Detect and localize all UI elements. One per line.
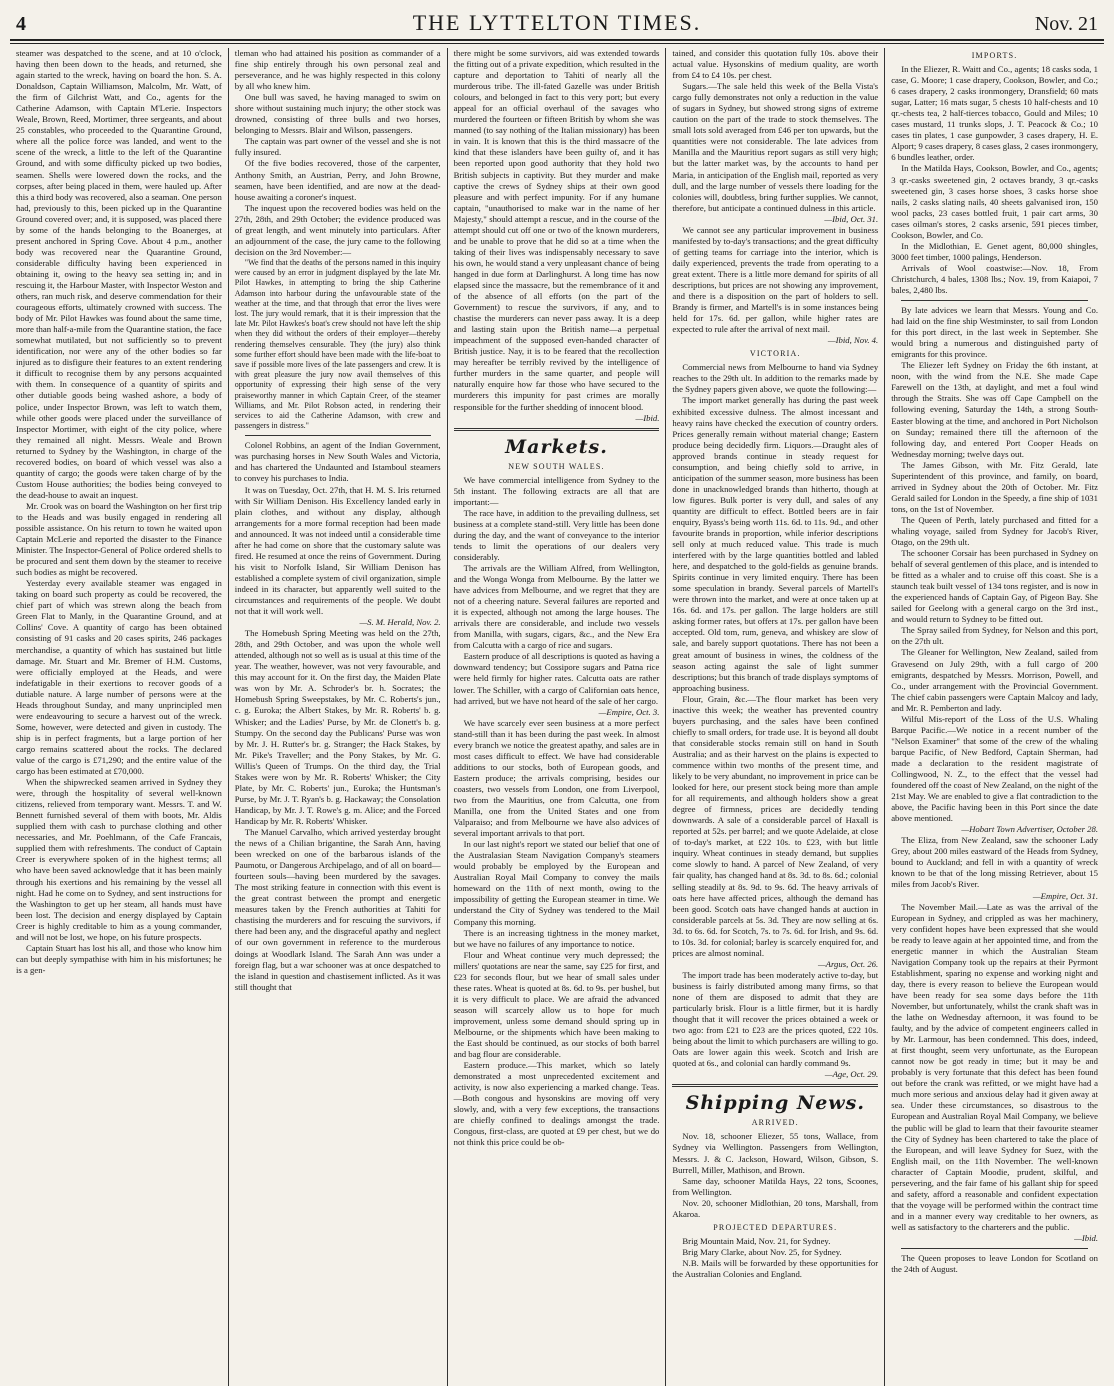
column-2: [229, 48, 448, 1386]
article-paragraph: We cannot see any particular improvement in business manifested by to-day's transactions; and the great difficulty of getting teams for carriage into the interior, which is daily experienced, prevents the trade from operating to a great extent. There is a little more demand for spirits of all descriptions, but prices are not showing any improvement, and there is a disposition on the part of holders to sell. Brandy is firmer, and Martell's is in some instances being held for 17s. 6d. per gallon, while higher rates are expected to rule after the arrival of next mail.: [672, 224, 879, 335]
source-credit: —Ibid, Oct. 31.: [824, 213, 879, 224]
article-paragraph: Captain Stuart has lost his all, and those who know him can but deeply sympathise with him in his misfortunes; he is a gen-: [16, 942, 222, 975]
article-paragraph: The Queen of Perth, lately purchased and fitted for a whaling voyage, sailed from Sydney for Jacob's River, Otago, on the 29th ult.: [891, 514, 1098, 548]
source-credit: —Age, Oct. 29.: [824, 1069, 879, 1080]
article-paragraph: Mr. Crook was on board the Washington on her first trip to the Heads and was busily engaged in rendering all possible assistance. On his return to town he waited upon Captain McLerie and reported the disaster to the Finance Minister. The Inspector-General of Police ordered shells to be procured and sent them down by the steamer to receive such bodies as might be recovered.: [16, 500, 222, 578]
article-paragraph: The Manuel Carvalho, which arrived yesterday brought the news of a Chilian brigantine, the Sarah Ann, having been wrecked on one of the barbarous islands of the Paumotu, or Dangerous Archipelago, and of all on board—fourteen souls—having been murdered by the savages. The most striking feature in connection with this event is the great contrast between the prompt and energetic measures taken by the French authorities at Tahiti for chastising the murderers and for rescuing the survivors, if there had been any, and the disgraceful apathy and neglect of our own government in reference to the murderous doings at Woodlark Island. The Sarah Ann was under a foreign flag, but a war schooner was at once despatched to the island in question and chastisement inflicted. As it was still thought that: [234, 826, 441, 992]
imports-entry: Arrivals of Wool coastwise:—Nov. 18, From Christchurch, 4 bales, 1308 lbs.; Nov. 19, from Kaiapoi, 7 bales, 2,480 lbs.: [891, 262, 1098, 295]
article-paragraph: steamer was despatched to the scene, and at 10 o'clock, having then been down to the heads, and returned, she again started to the wreck, having on board the hon. S. A. Donaldson, Captain Williamson, Malcolm, Mr. Watt, of the firm of Gilchrist Watt, and Co., agents for the Catherine Adamson, with Captain M'Lerie. Inspectors Weale, Brown, Reed, Mortimer, three sergeants, and about 25 constables, who proceeded to the Quarantine Ground, where all the police force was landed, and went to the scene of the wreck, a little to the left of the Quarantine Ground, and with some difficulty picked up two bodies, seamen. Shells were lowered down the rocks, and the corpses, after being placed in them, were hauled up. After this a third body was recovered, also a seaman. One person had, previously to this, been picked up in the Quarantine Ground covered over; and, it is supposed, was placed there by some of the hands belonging to the Boanerges, at present anchored in Spring Cove. About 4 p.m., another body was recovered near the Quarantine Ground, considerable difficulty having been experienced in obtaining it, owing to the heavy sea setting in; and in rescuing it, the Harbour Master, with Inspector Weston and others, ran much risk, and deserve commendation for their courageous efforts, ultimately crowned with success. The body of Mr. Pilot Hawkes was found about the same time, more than half-a-mile from the Quarantine station, the face somewhat mutilated, but not sufficiently so to prevent identification, nor were any of the other bodies so far injured as to disfigure their features to an extent rendering it difficult to recognise them by any persons acquainted with them. In consequence of a quantity of spirits and other dutiable goods being washed ashore, a body of police, under Inspector Brown, was left to watch them, while other goods were placed under the surveillance of Inspector Mortimer, with eight of the city police, where they remained all night. Messrs. Weale and Brown returned to Sydney by the Washington, in charge of the recovered bodies, on board of which vessel was also a quantity of cargo; the goods were taken charge of by the Custom House authorities; the bodies being conveyed to the dead-house to await an inquest.: [16, 48, 222, 500]
article-paragraph: When the shipwrecked seamen arrived in Sydney they were, through the hospitality of several well-known citizens, relieved from temporary want. Messrs. T. and W. Bennett furnished several of them with boots, Mr. Aldis supplied them with cash to purchase clothing and other necessaries, and Mr. Poehlmann, of the Cafe Francais, supplied them with refreshments. The conduct of Captain Creer is everywhere spoken of in the highest terms; all who have been saved acknowledge that it has been mainly through his exertions and his remaining by the vessel all night. Had he come on to Sydney, and sent instructions for the Washington to get up her steam, all hands must have been lost. The decision and energy displayed by Captain Creer is highly creditable to him as a young commander, and will not be lost, we hope, on his future prospects.: [16, 777, 222, 942]
article-paragraph: We have commercial intelligence from Sydney to the 5th instant. The following extracts are all that are important:—: [453, 474, 660, 507]
article-paragraph: Wilful Mis-report of the Loss of the U.S. Whaling Barque Pacific.—We notice in a recent number of the "Nelson Examiner" that some of the crew of the whaling barque Pacific, of New Bedford, Captain Sherman, had made a declaration to the resident magistrate of Collingwood, N. Z., to the effect that the vessel had foundered off the coast of New Zealand, on the night of the 21st May. We are enabled to give a flat contradiction to the above, the Pacific having been in this Port since the date above mentioned.: [891, 713, 1098, 824]
shipping-entry: Nov. 18, schooner Eliezer, 55 tons, Wallace, from Sydney via Wellington. Passengers from Wellington, Messrs. J. & C. Jackson, Howard, Wilson, Gibson, S. Burrell, Miller, Mathison, and Brown.: [672, 1131, 879, 1175]
article-paragraph: tleman who had attained his position as commander of a fine ship entirely through his own personal zeal and perseverance, and he was highly respected in this colony by all who knew him.: [234, 48, 441, 92]
source-credit: —Empire, Oct. 31.: [1032, 890, 1098, 901]
article-paragraph: Flour, Grain, &c.—The flour market has been very inactive this week; the weather has prevented country buyers purchasing, and the sales have been confined chiefly to small orders, for trade use. It is beyond all doubt that considerable stocks remain still on hand in South Australia; and as their harvest on the plains is expected to commence within two months of the present time, and likely to be very abundant, no improvement in price can be looked for here, our present stock being more than ample for all requirements, and although holders show a great degree of firmness, prices are decidedly tending downwards. A sale of a considerable parcel of Haxall is reported at 52s. per barrel; and we quote Adelaide, at close of to-day's market, at £22 10s. to £23, with but little inquiry. Wheat continues in steady demand, but supplies come slowly to hand. A parcel of New Zealand, of very fair quality, has changed hand at 8s. 3d. to 8s. 6d.; colonial selling steadily at 8s. 9d. to 9s. 6d. The heavy arrivals of oats here have affected prices, although the demand has been good. Scotch oats have changed hands at auction in considerable parcels at 5s. 3d. They are now selling at 6s. 3d. to 6s. 6d. for Scotch, 7s. to 7s. 6d. for Irish, and 9s. 6d. to 10s. 3d. for colonial; barley is scarcely enquired for, and prices are almost nominal.: [672, 693, 879, 958]
article-paragraph: We have scarcely ever seen business at a more perfect stand-still than it has been during the past week. In almost every branch we notice the greatest apathy, and sales are in most cases difficult to effect. We have had considerable additions to our stocks, both of European goods, and Eastern produce; the arrivals comprising, besides our coasters, two vessels from London, one from Liverpool, two from the Mauritius, one from Calcutta, one from Manilla, one from the United States and one from Valparaiso; and from Melbourne we have also advices of several important arrivals to that port.: [453, 717, 660, 839]
shipping-entry: Brig Mary Clarke, about Nov. 25, for Sydney.: [682, 1246, 842, 1257]
article-paragraph: The Spray sailed from Sydney, for Nelson and this port, on the 27th ult.: [891, 625, 1098, 647]
article-paragraph: The Eliezer left Sydney on Friday the 6th instant, at noon, with the wind from the N.E. She made Cape Farewell on the 13th, at daylight, and met a foul wind through the Straits. She was off Cape Campbell on the following evening, Saturday the 14th, a strong South-Easter blowing at the time, and anchored in Port Nicholson on Sunday; remained there till the afternoon of the following day, and entered Port Cooper Heads on Wednesday morning; twelve days out.: [891, 360, 1098, 459]
imports-entry: In the Matilda Hays, Cookson, Bowler, and Co., agents; 3 qr.-casks sweetened gin, 2 octaves brandy, 3 qr.-casks sweetened gin, 3 cases horse shoes, 3 casks horse shoe nails, 2 casks slating nails, 40 sheets galvanised iron, 150 wool packs, 23 cases bottled fruit, 1 pair cart arms, 30 cases oilman's stores, 2 casks arsenic, 591 pieces timber, Cookson, Bowler, and Co.: [891, 163, 1098, 240]
shipping-entry: Same day, schooner Matilda Hays, 22 tons, Scoones, from Wellington.: [672, 1175, 879, 1197]
source-credit: —Ibid.: [635, 412, 660, 423]
article-paragraph: In our last night's report we stated our belief that one of the Australasian Steam Navigation Company's steamers would probably be employed by the European and Australian Royal Mail Company to convey the mails homeward on the 11th of next month, owing to the impossibility of getting the European steamer in time. We understand the City of Sydney was tendered to the Mail Company this morning.: [453, 839, 660, 927]
newspaper-title: THE LYTTELTON TIMES.: [412, 10, 702, 35]
masthead: [10, 6, 1104, 41]
article-paragraph: By late advices we learn that Messrs. Young and Co. had laid on the fine ship Westminster, to sail from London for this port direct, in the last week in September. She would bring a numerous and distinguished party of emigrants for this province.: [891, 305, 1098, 360]
section-divider: [672, 1084, 878, 1087]
article-paragraph: Commercial news from Melbourne to hand via Sydney reaches to the 29th ult. In addition to the remarks made by the Sydney papers given above, we quote the following:—: [672, 362, 879, 395]
article-paragraph: tained, and consider this quotation fully 10s. above their actual value. Hysonskins of medium quality, are worth from £4 to £4 10s. per chest.: [672, 48, 879, 81]
source-credit: —Argus, Oct. 26.: [817, 958, 879, 969]
article-paragraph: The import market generally has during the past week exhibited excessive dulness. The almost incessant and heavy rains have checked the execution of country orders. Prices generally remain without material change; Eastern produce being decidedly firm. Liquors.—Draught ales of approved brands continue in steady request for consumption, and being chiefly sold to arrive, in anticipation of the summer season, more business has been done in unacknowledged brands than hitherto, though at low figures. Bulk porter is very dull, and sales of any quantity are difficult to effect. Bottled beers are in fair enquiry, Byass's being worth 11s. 6d. to 11s. 9d., and other favourite brands in proportion, while inferior descriptions sell only at much reduced value. This trade is much interfered with by the large quantities bottled and labled here, and despatched to the gold-fields as genuine brands. Spirits continue in very limited enquiry. There has been some speculation in brandy. Several parcels of Martell's were thrown into the market, and were at once taken up at 16s. 6d. and 17s. per gallon. The large holders are still asking former rates, but offers at 17s. per gallon have been accepted. Old tom, rum, geneva, and whiskey are slow of sale, and barely support quotations. There has not been a great amount of business in wines, the coldness of the season acting against the sale of light summer descriptions; but this branch of trade displays symptoms of approaching business.: [672, 395, 879, 693]
article-paragraph: There is an increasing tightness in the money market, but we have no failures of any importance to notice.: [453, 927, 660, 949]
article-paragraph: Colonel Robbins, an agent of the Indian Government, was purchasing horses in New South Wales and Victoria, and has chartered the Undaunted and Istamboul steamers to convey his purchases to India.: [234, 440, 441, 484]
page-number: 4: [16, 13, 26, 35]
article-paragraph: Of the five bodies recovered, those of the carpenter, Anthony Smith, an Austrian, Perry, and John Browne, seamen, have been identified, and are now at the dead-house awaiting a coroner's inquest.: [234, 158, 441, 202]
source-credit: —Hobart Town Advertiser, October 28.: [961, 824, 1098, 835]
article-paragraph: there might be some survivors, aid was extended towards the fitting out of a private expedition, which resulted in the capture and deportation to Tahiti of nearly all the murderous tribe. The ill-fated Gazelle was under British colours, and belonged in fact to this very port; but every appeal for an official overhaul of the savages who murdered the fourteen or fifteen British by whom she was manned (to say nothing of the Italian missionary) has been in vain. It is known that this is the third massacre of the kind that these islanders have been guilty of, and it has been reported upon good authority that they hold two British subjects in captivity. But they murder and make captive the crews of Sydney ships at their own good pleasure and with perfect impunity. For if any humane captain, "unauthorised to make war in the name of her Majesty," should attempt a rescue, and in the course of the attempt should cut off one or two of the known murderers, and be unable to prove that he did so at a time when the taking of their lives was indispensably necessary to save his own, he would stand a very unpleasant chance of being hanged in due form at Darlinghurst. A long time has now elapsed since the massacre, but the remembrance of it and of the absence of all efforts (on the part of the Government) to rescue the survivors, if any, and to chastise the murderers can never pass away. It is a deep and lasting stain upon the British name—a perpetual impeachment of the supposed even-handed character of British justice. Nay, it is to be feared that the recollection may hereafter be terribly revived by the intelligence of further murders in the same quarter, and people will naturally enquire how far those who have secured to the murderers this impunity for past crimes are morally responsible for the further shedding of innocent blood.: [453, 48, 660, 412]
column-4: [666, 48, 885, 1386]
article-divider: [901, 300, 1088, 301]
article-divider: [245, 435, 431, 436]
section-divider: [454, 428, 660, 431]
article-divider: [901, 1248, 1088, 1249]
masthead-rule: [10, 43, 1104, 44]
article-paragraph: Eastern produce of all descriptions is quoted as having a downward tendency; but Cossipore sugars and Patna rice were held firmly for higher rates. Calcutta oats are rather lower. The Schiller, with a cargo of Californian oats hence, had arrived, but we have not heard of the sale of her cargo.: [453, 651, 660, 706]
victoria-subheading: VICTORIA.: [749, 349, 801, 359]
jury-verdict-quote: "We find that the deaths of the persons named in this inquiry were caused by an error in judgment displayed by the late Mr. Pilot Hawkes, in attempting to bring the ship Catherine Adamson into harbour during the unfavourable state of the weather at the time, and that through that error the lives were lost. The jury would remark, that it is their impression that the late Mr. Pilot Hawkes's boat's crew should not have left the ship when they did without the orders of their employer—thereby rendering themselves censurable. They (the jury) also think some further effort should have been made with the life-boat to save if possible more lives of the late passengers and crew. It is with great pleasure the jury now avail themselves of this opportunity of expressing their high sense of the very praiseworthy manner in which Captain Creer, of the steamer Williams, and Mr. Pilot Robson acted, in rendering their services to aid the Catherine Adamson, with crew and passengers in distress.": [234, 257, 441, 431]
article-paragraph: Sugars.—The sale held this week of the Bella Vista's cargo fully demonstrates not only a reduction in the value of sugars in Sydney, but showed strong signs of extreme caution on the part of the trade to stock themselves. The small lots sold averaged from £46 per ton upwards, but the quantities were not considerable. The late advices from Manilla and the Mauritius report sugars as still very high; but the latter market was, by the accounts to hand per Maria, in anticipation of the English mail, reported as very dull, and the large number of vessels there loading for the colonies will, doubtless, bring further supplies. We cannot, therefore, but anticipate a continued dulness in this article.: [672, 81, 879, 213]
article-paragraph: The Queen proposes to leave London for Scotland on the 24th of August.: [891, 1253, 1098, 1275]
article-paragraph: Yesterday every available steamer was engaged in taking on board such property as could be recovered, the chief part of which was strewn along the beach from Green Flat to Manly, in the Quarantine Ground, and at Collins' Cove. A quantity of cargo has been obtained consisting of 91 casks and 20 cases spirits, 246 packages merchandise, a quantity of which has sustained but little damage. Mr. Stuart and Mr. Bremer of H.M. Customs, were officially employed at the Heads, and were indefatigable in their exertions to recover goods of a dutiable nature. A large number of persons were at the Heads throughout Sunday, and many unprincipled men were endeavouring to secure a harvest out of the wreck. Some, however, were detected and given in custody. The ship is in perfect fragments, but a large portion of her cargo remains scattered about the rocks. The declared value of the cargo is £71,290; and the entire value of the cargo has been estimated at £70,000.: [16, 578, 222, 777]
imports-subheading: IMPORTS.: [971, 51, 1018, 60]
article-paragraph: The captain was part owner of the vessel and she is not fully insured.: [234, 136, 441, 158]
article-paragraph: The Eliza, from New Zealand, saw the schooner Lady Grey, about 200 miles eastward of the Heads from Sydney, bound to Auckland; and fell in with a quantity of wreck known to be that of the long missing Retriever, about 15 miles from Jacob's River.: [891, 835, 1098, 890]
source-credit: —Ibid.: [1074, 1232, 1098, 1243]
markets-heading: Markets.: [505, 435, 608, 458]
column-1: [10, 48, 229, 1386]
shipping-entry: Brig Mountain Maid, Nov. 21, for Sydney.: [682, 1235, 831, 1246]
imports-entry: In the Eliezer, R. Waitt and Co., agents; 18 casks soda, 1 case, G. Moore; 1 case drapery, Cookson, Bowler, and Co.; 6 cases drapery, 2 casks ironmongery, Dransfield; 60 mats sugar, Latter; 16 mats sugar, 5 chests 10 half-chests and 10 qr.-chests tea, 2 half-tierces tobacco, Gould and Miles; 10 cases mustard, 11 trunks slops, J. T. Peacock & Co.; 10 cases tin plates, 1 case gunpowder, 3 cases drapery, H. E. Alport; 9 cases drapery, 8 cases glass, 2 cases ironmongery, 6 bundles leather, order.: [891, 64, 1099, 163]
article-paragraph: The import trade has been moderately active to-day, but business is fairly distributed among many firms, so that none of them are disposed to admit that they are particularly brisk. Flour is a little firmer, but it is hardly thought that it will recover the prices obtained a week or two ago: from £21 to £23 are the prices quoted, £22 10s. being about the limit to which purchasers are willing to go. Oats are lower again this week. Scotch and Irish are quoted at 6s., and colonial can hardly command 9s.: [672, 969, 879, 1069]
article-paragraph: It was on Tuesday, Oct. 27th, that H. M. S. Iris returned with Sir William Denison. His Excellency landed early in plain clothes, and without any display, although arrangements for a more formal reception had been made and announced. It was not indeed until a considerable time after he had come on shore that the customary salute was fired. He resumed at once the reins of Government. During his visit to Norfolk Island, Sir William Denison has established a complete system of civil organization, simple indeed in its character, but apparently well suited to the circumstances and requirements of the people. We doubt not that it will work well.: [234, 484, 441, 617]
shipping-entry: N.B. Mails will be forwarded by these opportunities for the Australian Colonies and England.: [672, 1257, 879, 1279]
projected-departures-subheading: PROJECTED DEPARTURES.: [713, 1222, 838, 1232]
shipping-news-heading: Shipping News.: [685, 1092, 865, 1115]
source-credit: —Ibid, Nov. 4.: [827, 335, 879, 346]
article-paragraph: The inquest upon the recovered bodies was held on the 27th, 28th, and 29th October; the evidence produced was of great length, and went minutely into particulars. After an adjournment of the case, the jury came to the following decision on the 3rd November:—: [234, 202, 441, 257]
article-paragraph: Flour and Wheat continue very much depressed; the millers' quotations are near the same, say £25 for first, and £23 for seconds flour, but we hear of small sales under these rates. Wheat is quoted at 8s. 6d. to 9s. per bushel, but it is very difficult to place. We are afraid the advanced season will scarcely allow us to hope for much improvement, unless some demand should spring up in Melbourne, or the shipments which have been making to the East should be continued, as our stocks of both barrel and bag flour are considerable.: [453, 949, 660, 1060]
article-paragraph: The arrivals are the William Alfred, from Wellington, and the Wonga Wonga from Melbourne. By the latter we have advices from Melbourne, and we regret that they are not of a cheering nature. Several failures are reported and it is expected, although not among the large houses. The arrivals there are considerable, and include two vessels from Manilla, with sugars, cigars, &c., and the New Era from Calcutta with a cargo of rice and sugars.: [453, 563, 660, 651]
source-credit: —Empire, Oct. 3.: [598, 706, 660, 717]
nsw-subheading: NEW SOUTH WALES.: [508, 461, 605, 471]
shipping-entry: Nov. 20, schooner Midlothian, 20 tons, Marshall, from Akaroa.: [672, 1197, 879, 1219]
source-credit: —S. M. Herald, Nov. 2.: [359, 617, 441, 628]
imports-entry: In the Midlothian, E. Genet agent, 80,000 shingles, 3000 feet timber, 1000 palings, Henderson.: [891, 240, 1098, 262]
column-3: [448, 48, 667, 1386]
column-5: [885, 48, 1104, 1386]
article-paragraph: The James Gibson, with Mr. Fitz Gerald, late Superintendent of this province, and family, on board, arrived in Sydney about the 20th of October. Mr. Fitz Gerald sailed for London in the Speedy, a fine ship of 1031 tons, on the 1st of November.: [891, 459, 1098, 514]
arrived-subheading: ARRIVED.: [751, 1118, 799, 1128]
columns: [10, 48, 1104, 1386]
article-paragraph: The Homebush Spring Meeting was held on the 27th, 28th, and 29th October, and was upon the whole well attended, although not so well as is usual at this time of the year. The weather, however, was not very favourable, and this may account for it. On the first day, the Maiden Plate was won by Mr. A. Schroder's br. h. Socrates; the Homebush Spring Sweepstakes, by Mr. C. Roberts's jun., c. g. Euroka; the Albert Stakes, by Mr. R. Roberts' b. g. Whisker; and the Ladies' Purse, by Mr. de Clonett's b. g. Stumpy. On the second day the Publicans' Purse was won by Mr. J. H. Rutter's br. g. Stranger; the Hack Stakes, by Mr. Pike's Traveller; and the Pony Stakes, by Mr. G. Willis's Queen of Trumps. On the third day, the Trial Stakes were won by Mr. R. Roberts' Whisker; the City Plate, by Mr. C. Roberts' jun., Euroka; the Huntsman's Purse, by Mr. J. T. Ryan's b. g. Hackaway; the Consolation Handicap, by Mr. J. T. Rowe's g. m. Alice; and the Forced Handicap by Mr. R. Roberts' Whisker.: [234, 628, 441, 826]
article-paragraph: The November Mail.—Late as was the arrival of the European in Sydney, and crippled as was her machinery, very confident hopes have been expressed that she would be ready to leave again at her appointed time, and from the energetic manner in which the Australian Steam Navigation Company took up the repairs at their Pyrmont Establishment, sparing no expense and working night and day, there is every reason to believe the European would have been ready for sea some days before the 11th November, but unfortunately, whilst the crank shaft was in the lathe on Wednesday afternoon, it was found to be faulty, and by the advice of competent engineers called in by Mr. Larmour, has been condemned. This does, indeed, at first thought, seem very unfortunate, as the European cannot now be got ready in time; but it may be and probably is very fortunate that this defect has been found out before the crank was refitted, or we might have had a much more serious and anxious delay had it given away at sea. Under these circumstances, so disastrous to the European and Australian Royal Mail Company, we believe the public will be glad to learn that their favourite steamer the City of Sydney has been chartered to take the place of the European, and will leave Sydney for Suez, with the English mail, on the 11th November. The well-known character of Captain Moodie, prudent, skilful, and persevering, and the fair fame of his gallant ship for speed and safety, afford a reasonable and confident expectation that the voyage will be performed within the contract time and in a manner every way creditable to her owners, as well as satisfactory to the charterers and the public.: [891, 901, 1098, 1232]
article-paragraph: The schooner Corsair has been purchased in Sydney on behalf of several gentlemen of this place, and is intended to be fitted as a whaler and to cruise off this coast. She is a staunch teak built vessel of 134 tons register, and is now in the experienced hands of Captain Gay, of Pigeon Bay. She sailed for Geelong with a general cargo on the 3rd inst., and would return to Sydney to be fitted out.: [891, 548, 1098, 625]
issue-date: Nov. 21: [1034, 13, 1098, 35]
article-paragraph: Eastern produce.—This market, which so lately demonstrated a most unprecedented excitement and activity, is now also experiencing a marked change. Teas.—Both congous and hysonskins are moving off very slowly, and, with a very few exceptions, the transactions are chiefly confined to dealings amongst the trade. Congous, first-class, are quoted at £9 per chest, but we do not think this price could be ob-: [453, 1060, 660, 1148]
article-paragraph: The Gleaner for Wellington, New Zealand, sailed from Gravesend on July 29th, with a full cargo of 200 emigrants, despatched by Messrs. Morrison, Powell, and Co., under arrangement with the Provincial Government. The chief cabin passengers were Captain Malcoy and lady, and Mr. R. Pemberton and lady.: [891, 647, 1098, 713]
article-paragraph: One bull was saved, he having managed to swim on shore without sustaining much injury; the other stock was drowned, consisting of three bulls and two horses, belonging to Messrs. Blair and Wilson, passengers.: [234, 92, 441, 136]
article-paragraph: The race have, in addition to the prevailing dullness, set business at a complete stand-still. Very little has been done during the day, and the want of conveyance to the interior tends to limit the operations of our dealers very considerably.: [453, 507, 660, 562]
